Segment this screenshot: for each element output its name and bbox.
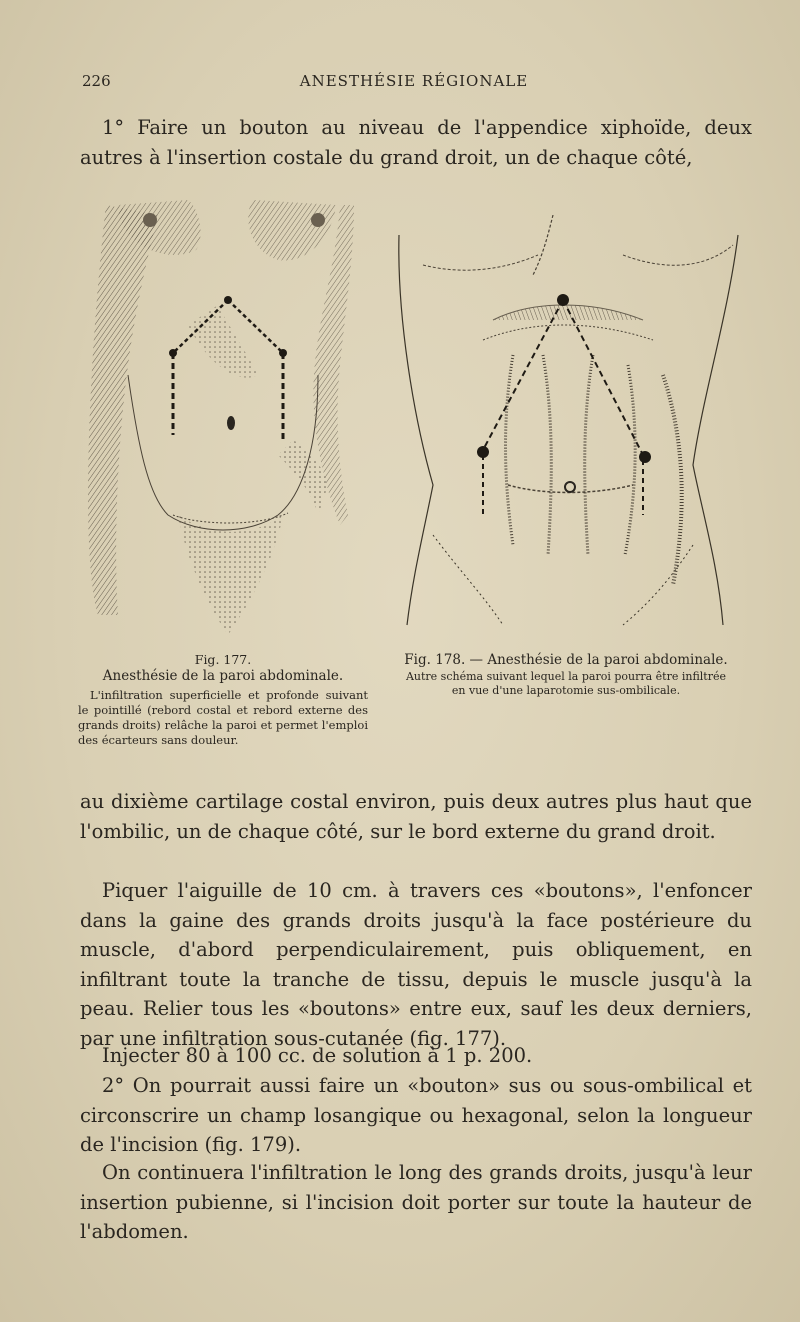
figure-178-heading: Fig. 178. — Anesthésie de la paroi abdominale.	[404, 652, 728, 668]
page-number: 226	[82, 72, 111, 90]
figure-177-caption	[78, 652, 368, 748]
figure-178-legend-line1: Autre schéma suivant lequel la paroi pourra être infiltrée	[405, 670, 727, 683]
figure-177-illustration	[78, 195, 368, 635]
paragraph-1: 1° Faire un bouton au niveau de l'appendice xiphoïde, deux autres à l'insertion costale du grand droit, un de chaque côté,	[80, 116, 752, 169]
paragraph-5: 2° On pourrait aussi faire un «bouton» sus ou sous-ombilical et circonscrire un champ losangique ou hexagonal, selon la longueur de l'incision (fig. 179).	[80, 1074, 752, 1156]
running-head: ANESTHÉSIE RÉGIONALE	[299, 72, 529, 90]
figure-178-illustration	[393, 215, 748, 635]
paragraph-3: Piquer l'aiguille de 10 cm. à travers ces «boutons», l'enfoncer dans la gaine des grands droits jusqu'à la face postérieure du muscle, d'abord perpendiculairement, puis obliquement, en infiltrant toute la tranche de tissu, depuis le muscle jusqu'à la peau. Relier tous les «boutons» entre eux, sauf les deux derniers, par une infiltration sous-cutanée (fig. 177).	[80, 879, 752, 1050]
figure-177-legend: L'infiltration superficielle et profonde suivant le pointillé (rebord costal et rebord externe des grands droits) relâche la paroi et permet l'emploi des écarteurs sans douleur.	[78, 688, 368, 747]
figure-178-legend-line2: en vue d'une laparotomie sus-ombilicale.	[451, 684, 681, 697]
paragraph-6: On continuera l'infiltration le long des grands droits, jusqu'à leur insertion pubienne, si l'incision doit porter sur toute la hauteur de l'abdomen.	[80, 1161, 752, 1243]
paragraph-2: au dixième cartilage costal environ, puis deux autres plus haut que l'ombilic, un de chaque côté, sur le bord externe du grand droit.	[80, 790, 752, 843]
paragraph-4: Injecter 80 à 100 cc. de solution à 1 p. 200.	[102, 1044, 533, 1067]
figure-177-number: Fig. 177.	[194, 652, 252, 667]
page-header	[82, 72, 746, 96]
figure-177-title: Anesthésie de la paroi abdominale.	[102, 668, 344, 684]
figures-area	[78, 195, 748, 635]
figure-178-caption	[396, 652, 736, 698]
